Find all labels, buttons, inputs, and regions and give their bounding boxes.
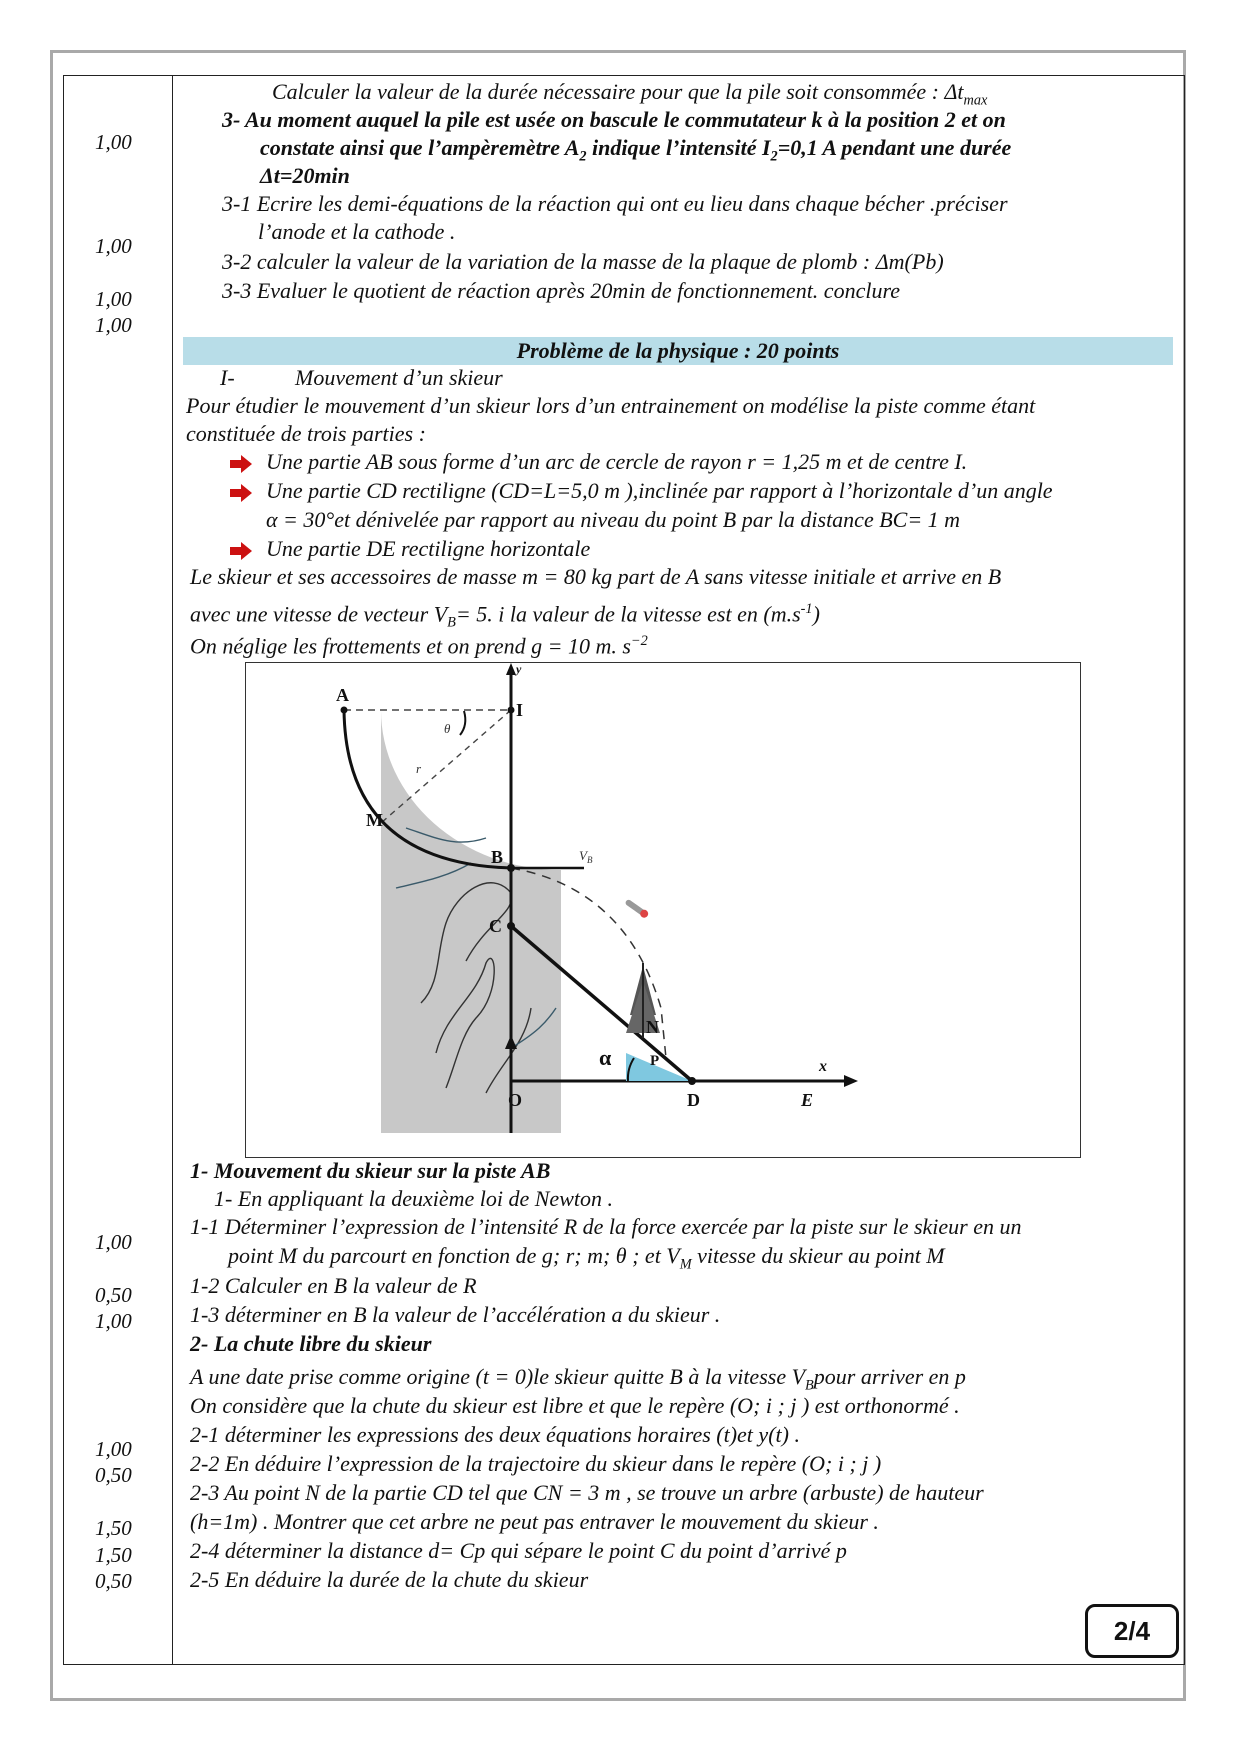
chem-question-3-1: 3-1 Ecrire les demi-équations de la réaction qui ont eu lieu dans chaque bécher .préciser xyxy=(222,191,1008,216)
bullet-text: Une partie DE rectiligne horizontale xyxy=(266,536,591,561)
points-value: 1,00 xyxy=(95,234,132,258)
question-2-2: 2-2 En déduire l’expression de la trajectoire du skieur dans le repère (O; i ; j ) xyxy=(190,1451,882,1476)
bullet-text: α = 30°et dénivelée par rapport au niveau du point B par la distance BC= 1 m xyxy=(266,507,961,532)
skier-icon xyxy=(624,898,650,919)
label-c: C xyxy=(489,916,502,936)
label-o: O xyxy=(508,1090,523,1110)
chem-line: l’anode et la cathode . xyxy=(258,219,456,244)
bullet-text: Une partie AB sous forme d’un arc de cercle de rayon r = 1,25 m et de centre I. xyxy=(266,449,968,474)
question-1-2: 1-2 Calculer en B la valeur de R xyxy=(190,1273,477,1298)
label-p: P xyxy=(650,1053,660,1069)
label-i: I xyxy=(516,700,524,720)
label-m: M xyxy=(366,810,383,830)
chem-line: constate ainsi que l’ampèremètre $A_2$ indique l’intensité $I_2=0,1$ A pendant une durée xyxy=(260,135,1012,165)
ski-track-diagram xyxy=(246,663,1079,1156)
ski-track-figure xyxy=(245,662,1081,1158)
chem-question-3-3: 3-3 Evaluer le quotient de réaction après 20min de fonctionnement. conclure xyxy=(222,278,900,303)
points-value: 1,00 xyxy=(95,287,132,311)
points-value: 0,50 xyxy=(95,1569,132,1593)
points-value: 0,50 xyxy=(95,1463,132,1487)
points-value: 1,00 xyxy=(95,1309,132,1333)
page-number-badge: 2/4 xyxy=(1085,1604,1179,1658)
chem-question-3-2: 3-2 calculer la valeur de la variation de la masse de la plaque de plomb : Δm(Pb) xyxy=(222,249,944,274)
points-value: 1,00 xyxy=(95,130,132,154)
points-value: 1,00 xyxy=(95,1437,132,1461)
question-heading-1: 1- Mouvement du skieur sur la piste AB xyxy=(190,1158,551,1183)
question-text: point M du parcourt en fonction de g; r; m; θ ; et $V_M$ vitesse du skieur au point M xyxy=(228,1243,945,1273)
section-title: Mouvement d’un skieur xyxy=(295,365,503,390)
chem-line: Δt=20min xyxy=(260,163,350,188)
intro-text: avec une vitesse de vecteur $V_B= 5$. i la valeur de la vitesse est en $(m.s^{-1})$ xyxy=(190,601,820,631)
intro-text: On néglige les frottements et on prend g = 10 m. $s^{-2}$ xyxy=(190,633,648,659)
ground-area xyxy=(381,710,561,1133)
intro-text: Pour étudier le mouvement d’un skieur lors d’un entrainement on modélise la piste comme étant xyxy=(186,393,1036,418)
question-2-4: 2-4 déterminer la distance d= Cp qui sépare le point C du point d’arrivé p xyxy=(190,1538,847,1563)
label-alpha: α xyxy=(599,1045,612,1070)
section-banner: Problème de la physique : 20 points xyxy=(183,337,1173,365)
question-2-1: 2-1 déterminer les expressions des deux équations horaires (t)et y(t) . xyxy=(190,1422,800,1447)
label-e: E xyxy=(801,1090,814,1110)
question-1-1: 1-1 Déterminer l’expression de l’intensité R de la force exercée par la piste sur le skieur en un xyxy=(190,1214,1022,1239)
question-text: On considère que la chute du skieur est libre et que le repère (O; i ; j ) est orthonormé . xyxy=(190,1393,960,1418)
bullet-arrow-icon xyxy=(230,484,252,502)
chem-question-3: 3- Au moment auquel la pile est usée on bascule le commutateur k à la position 2 et on xyxy=(222,107,1006,132)
question-2-3: 2-3 Au point N de la partie CD tel que CN = 3 m , se trouve un arbre (arbuste) de hauteur xyxy=(190,1480,984,1505)
label-n: N xyxy=(646,1017,659,1037)
bullet-arrow-icon xyxy=(230,455,252,473)
bullet-text: Une partie CD rectiligne (CD=L=5,0 m ),inclinée par rapport à l’horizontale d’un angle xyxy=(266,478,1053,503)
points-value: 1,50 xyxy=(95,1516,132,1540)
points-value: 1,00 xyxy=(95,1230,132,1254)
points-column-divider xyxy=(172,75,173,1665)
question-text: (h=1m) . Montrer que cet arbre ne peut pas entraver le mouvement du skieur . xyxy=(190,1509,879,1534)
points-value: 1,50 xyxy=(95,1543,132,1567)
label-d: D xyxy=(687,1090,700,1110)
label-y: y xyxy=(516,663,522,676)
question-heading-2: 2- La chute libre du skieur xyxy=(190,1331,432,1356)
points-value: 1,00 xyxy=(95,313,132,337)
label-vb: $V_B$ xyxy=(579,848,593,865)
bullet-arrow-icon xyxy=(230,542,252,560)
label-a: A xyxy=(336,685,349,705)
question-1-3: 1-3 déterminer en B la valeur de l’accélération a du skieur . xyxy=(190,1302,721,1327)
label-x: x xyxy=(819,1058,827,1075)
label-r: r xyxy=(416,761,422,776)
intro-text: constituée de trois parties : xyxy=(186,421,426,446)
points-value: 0,50 xyxy=(95,1283,132,1307)
section-number: I- xyxy=(220,365,235,390)
label-b: B xyxy=(491,847,504,867)
intro-text: Le skieur et ses accessoires de masse m = 80 kg part de A sans vitesse initiale et arrive en B xyxy=(190,564,1002,589)
question-text: 1- En appliquant la deuxième loi de Newton . xyxy=(214,1186,613,1211)
question-text: A une date prise comme origine (t = 0)le skieur quitte B à la vitesse $V_Bpour$ arriver en p xyxy=(190,1364,966,1394)
chem-line: Calculer la valeur de la durée nécessaire pour que la pile soit consommée : $\Delta t_{max}$ xyxy=(272,79,988,109)
label-theta: θ xyxy=(444,721,451,736)
question-2-5: 2-5 En déduire la durée de la chute du skieur xyxy=(190,1567,589,1592)
